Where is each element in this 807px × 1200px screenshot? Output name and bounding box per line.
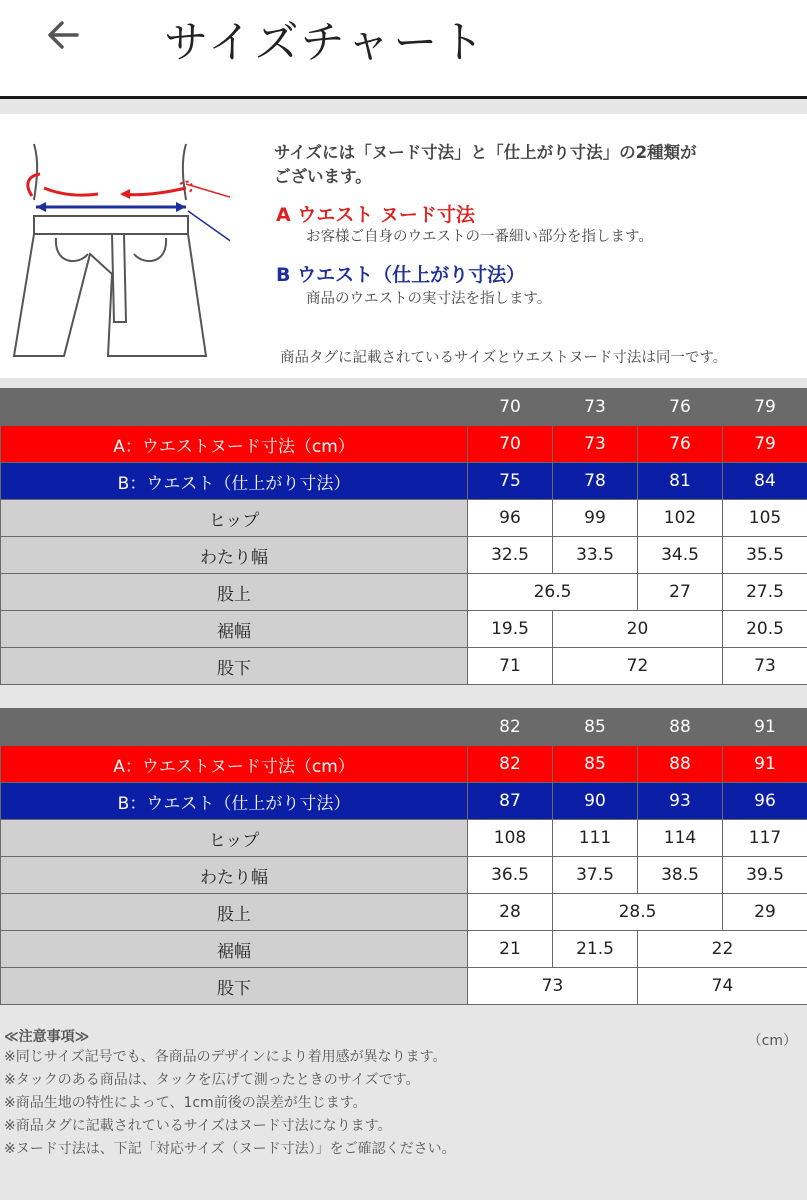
table-cell: 22: [638, 931, 807, 968]
table-cell: 26.5: [468, 574, 638, 611]
table-cell: 27: [638, 574, 723, 611]
table-row: [1, 389, 807, 426]
table-row: [1, 857, 807, 894]
size-header-label: [1, 709, 468, 746]
table-cell: 81: [638, 463, 723, 500]
table-row: [1, 574, 807, 611]
table-cell: 20.5: [723, 611, 807, 648]
back-button[interactable]: [36, 10, 90, 60]
table-row: [1, 931, 807, 968]
tag-size-note: 商品タグに記載されているサイズとウエストヌード寸法は同一です。: [280, 350, 728, 366]
table-cell: 99: [553, 500, 638, 537]
table-cell: 93: [638, 783, 723, 820]
table-cell: 73: [553, 426, 638, 463]
table-row: [1, 820, 807, 857]
table-cell: 39.5: [723, 857, 807, 894]
table-cell: 111: [553, 820, 638, 857]
table-row: [1, 968, 807, 1005]
list-item: ※タックのある商品は、タックを広げて測ったときのサイズです。: [4, 1072, 420, 1088]
nude-waist-description: お客様ご自身のウエストの一番細い部分を指します。: [306, 229, 653, 245]
row-label-finished-waist: B：ウエスト（仕上がり寸法）: [1, 463, 468, 500]
size-table-2: [0, 708, 807, 1005]
size-header-cell: 85: [553, 709, 638, 746]
row-label-finished-waist: B：ウエスト（仕上がり寸法）: [1, 783, 468, 820]
table-cell: 35.5: [723, 537, 807, 574]
table-cell: 79: [723, 426, 807, 463]
table-cell: 21: [468, 931, 553, 968]
table-row: [1, 500, 807, 537]
table-cell: 102: [638, 500, 723, 537]
table-row: [1, 611, 807, 648]
finished-waist-label: B ウエスト（仕上がり寸法）: [276, 264, 526, 286]
size-header-cell: 82: [468, 709, 553, 746]
size-header-cell: 76: [638, 389, 723, 426]
nude-waist-label: A ウエスト ヌード寸法: [276, 204, 475, 226]
table-cell: 28: [468, 894, 553, 931]
row-label-inseam: 股下: [1, 648, 468, 685]
table-cell: 38.5: [638, 857, 723, 894]
unit-label: （cm）: [747, 1033, 797, 1049]
size-table-1: [0, 388, 807, 685]
table-cell: 105: [723, 500, 807, 537]
notes-title: ≪注意事項≫: [4, 1029, 90, 1045]
table-cell: 28.5: [553, 894, 723, 931]
table-row: [1, 426, 807, 463]
table-cell: 72: [553, 648, 723, 685]
table-cell: 78: [553, 463, 638, 500]
list-item: ※ヌード寸法は、下記「対応サイズ（ヌード寸法）」をご確認ください。: [4, 1141, 456, 1157]
measurement-intro: サイズには「ヌード寸法」と「仕上がり寸法」の2種類が ございます。: [274, 143, 697, 186]
row-label-rise: 股上: [1, 574, 468, 611]
table-cell: 29: [723, 894, 807, 931]
page-title: サイズチャート: [164, 17, 488, 68]
table-cell: 32.5: [468, 537, 553, 574]
row-label-inseam: 股下: [1, 968, 468, 1005]
table-cell: 36.5: [468, 857, 553, 894]
row-label-rise: 股上: [1, 894, 468, 931]
size-header-cell: 91: [723, 709, 807, 746]
table-cell: 71: [468, 648, 553, 685]
size-header-cell: 70: [468, 389, 553, 426]
table-cell: 96: [723, 783, 807, 820]
row-label-thigh: わたり幅: [1, 857, 468, 894]
size-header-cell: 79: [723, 389, 807, 426]
table-cell: 75: [468, 463, 553, 500]
table-cell: 74: [638, 968, 807, 1005]
row-label-hip: ヒップ: [1, 820, 468, 857]
notes-list: [4, 1046, 456, 1161]
row-label-nude-waist: A：ウエストヌード寸法（cm）: [1, 426, 468, 463]
row-label-thigh: わたり幅: [1, 537, 468, 574]
pants-illustration: [0, 114, 230, 378]
table-row: [1, 783, 807, 820]
list-item: ※商品タグに記載されているサイズはヌード寸法になります。: [4, 1118, 392, 1134]
table-cell: 88: [638, 746, 723, 783]
table-row: [1, 894, 807, 931]
size-chart-content: [0, 99, 807, 1200]
app-bar: [0, 0, 807, 99]
table-cell: 37.5: [553, 857, 638, 894]
table-row: [1, 648, 807, 685]
table-cell: 114: [638, 820, 723, 857]
table-cell: 19.5: [468, 611, 553, 648]
table-row: [1, 463, 807, 500]
size-header-cell: 73: [553, 389, 638, 426]
row-label-hem: 裾幅: [1, 931, 468, 968]
table-cell: 117: [723, 820, 807, 857]
size-header-cell: 88: [638, 709, 723, 746]
table-cell: 85: [553, 746, 638, 783]
table-row: [1, 709, 807, 746]
table-cell: 27.5: [723, 574, 807, 611]
table-cell: 73: [468, 968, 638, 1005]
table-cell: 82: [468, 746, 553, 783]
table-cell: 73: [723, 648, 807, 685]
table-cell: 91: [723, 746, 807, 783]
table-cell: 87: [468, 783, 553, 820]
row-label-hem: 裾幅: [1, 611, 468, 648]
table-cell: 84: [723, 463, 807, 500]
table-cell: 34.5: [638, 537, 723, 574]
row-label-hip: ヒップ: [1, 500, 468, 537]
table-cell: 33.5: [553, 537, 638, 574]
table-cell: 96: [468, 500, 553, 537]
table-cell: 108: [468, 820, 553, 857]
table-cell: 90: [553, 783, 638, 820]
table-cell: 76: [638, 426, 723, 463]
row-label-nude-waist: A：ウエストヌード寸法（cm）: [1, 746, 468, 783]
table-row: [1, 746, 807, 783]
table-cell: 70: [468, 426, 553, 463]
waist-measurement-figure: [0, 114, 807, 378]
finished-waist-description: 商品のウエストの実寸法を指します。: [306, 291, 552, 307]
list-item: ※同じサイズ記号でも、各商品のデザインにより着用感が異なります。: [4, 1049, 447, 1065]
arrow-left-icon: [43, 15, 83, 55]
table-cell: 21.5: [553, 931, 638, 968]
size-header-label: [1, 389, 468, 426]
table-row: [1, 537, 807, 574]
table-cell: 20: [553, 611, 723, 648]
list-item: ※商品生地の特性によって、1cm前後の誤差が生じます。: [4, 1095, 367, 1111]
